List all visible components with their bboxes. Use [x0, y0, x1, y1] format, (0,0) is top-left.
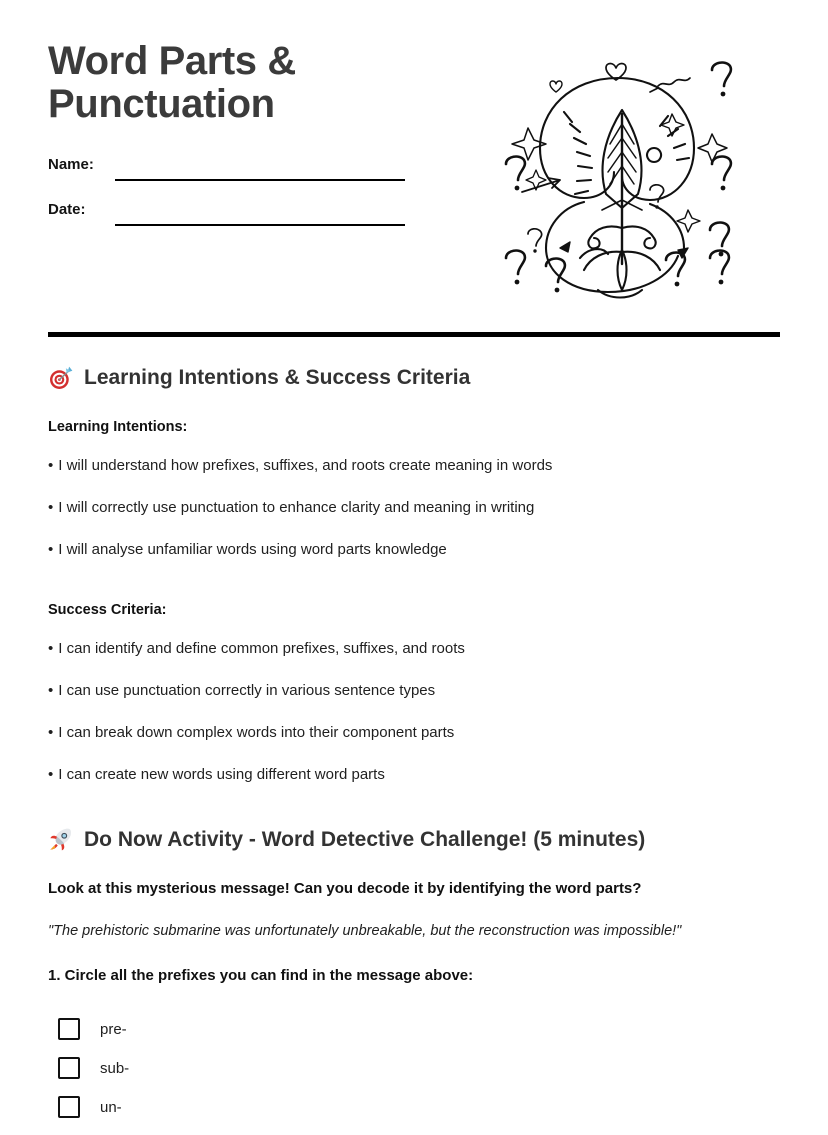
learning-intention-text: I will analyse unfamiliar words using word parts knowledge [58, 540, 447, 558]
success-criteria-item [48, 766, 780, 785]
learning-intention-text: I will understand how prefixes, suffixes, and roots create meaning in words [58, 457, 553, 474]
bullet-marker: • [48, 640, 54, 658]
success-criteria-text: I can create new words using different word parts [58, 765, 385, 783]
checkbox-label-sub: sub- [100, 1059, 130, 1077]
worksheet-body [48, 365, 780, 1135]
section-heading-do-now-activity [48, 826, 780, 852]
section-heading-label: Do Now Activity - Word Detective Challenge! (5 minutes) [84, 827, 646, 851]
checkbox-option-row[interactable] [48, 1018, 780, 1040]
bullet-marker: • [48, 540, 54, 558]
section-heading-learning-intentions [48, 365, 780, 391]
date-field-input-line[interactable] [115, 224, 405, 226]
rocket-icon [48, 826, 74, 852]
quill-feather-question-marks-doodle [498, 52, 746, 302]
success-criteria-item [48, 724, 780, 743]
checkbox-label-pre: pre- [100, 1020, 127, 1038]
success-criteria-text: I can identify and define common prefixes, suffixes, and roots [58, 640, 465, 658]
checkbox-label-un: un- [100, 1098, 122, 1116]
checkbox-pre[interactable] [58, 1018, 80, 1040]
success-criteria-item [48, 682, 780, 701]
success-criteria-subheading: Success Criteria: [48, 602, 167, 619]
student-info-fields [48, 148, 468, 238]
date-field-row [48, 193, 468, 238]
learning-intention-item [48, 499, 780, 518]
success-criteria-item [48, 640, 780, 659]
header-divider-rule [48, 332, 780, 337]
bullet-marker: • [48, 498, 54, 516]
learning-intention-item [48, 457, 780, 476]
activity-prompt: Look at this mysterious message! Can you decode it by identifying the word parts? [48, 880, 642, 898]
mystery-message: "The prehistoric submarine was unfortunately unbreakable, but the reconstruction was impossible!" [48, 923, 682, 940]
page-title: Word Parts & Punctuation [48, 39, 296, 127]
section-heading-label: Learning Intentions & Success Criteria [84, 366, 471, 390]
learning-intentions-group [48, 419, 780, 559]
question-1-text: 1. Circle all the prefixes you can find in the message above: [48, 967, 474, 985]
checkbox-un[interactable] [58, 1096, 80, 1118]
bullet-marker: • [48, 765, 54, 783]
name-field-label: Name: [48, 156, 94, 173]
worksheet-header [48, 0, 780, 290]
learning-intention-text: I will correctly use punctuation to enhance clarity and meaning in writing [58, 498, 535, 516]
name-field-input-line[interactable] [115, 179, 405, 181]
learning-intentions-subheading: Learning Intentions: [48, 419, 188, 435]
name-field-row [48, 148, 468, 193]
success-criteria-text: I can break down complex words into their component parts [58, 723, 455, 741]
success-criteria-group [48, 602, 780, 784]
checkbox-option-row[interactable] [48, 1057, 780, 1079]
direct-hit-target-icon [48, 365, 74, 391]
checkbox-option-row[interactable] [48, 1096, 780, 1118]
checkbox-sub[interactable] [58, 1057, 80, 1079]
group-spacer [48, 582, 780, 602]
learning-intention-item [48, 541, 780, 560]
bullet-marker: • [48, 723, 54, 741]
date-field-label: Date: [48, 201, 86, 218]
bullet-marker: • [48, 457, 54, 474]
success-criteria-text: I can use punctuation correctly in various sentence types [58, 682, 436, 699]
bullet-marker: • [48, 682, 54, 699]
